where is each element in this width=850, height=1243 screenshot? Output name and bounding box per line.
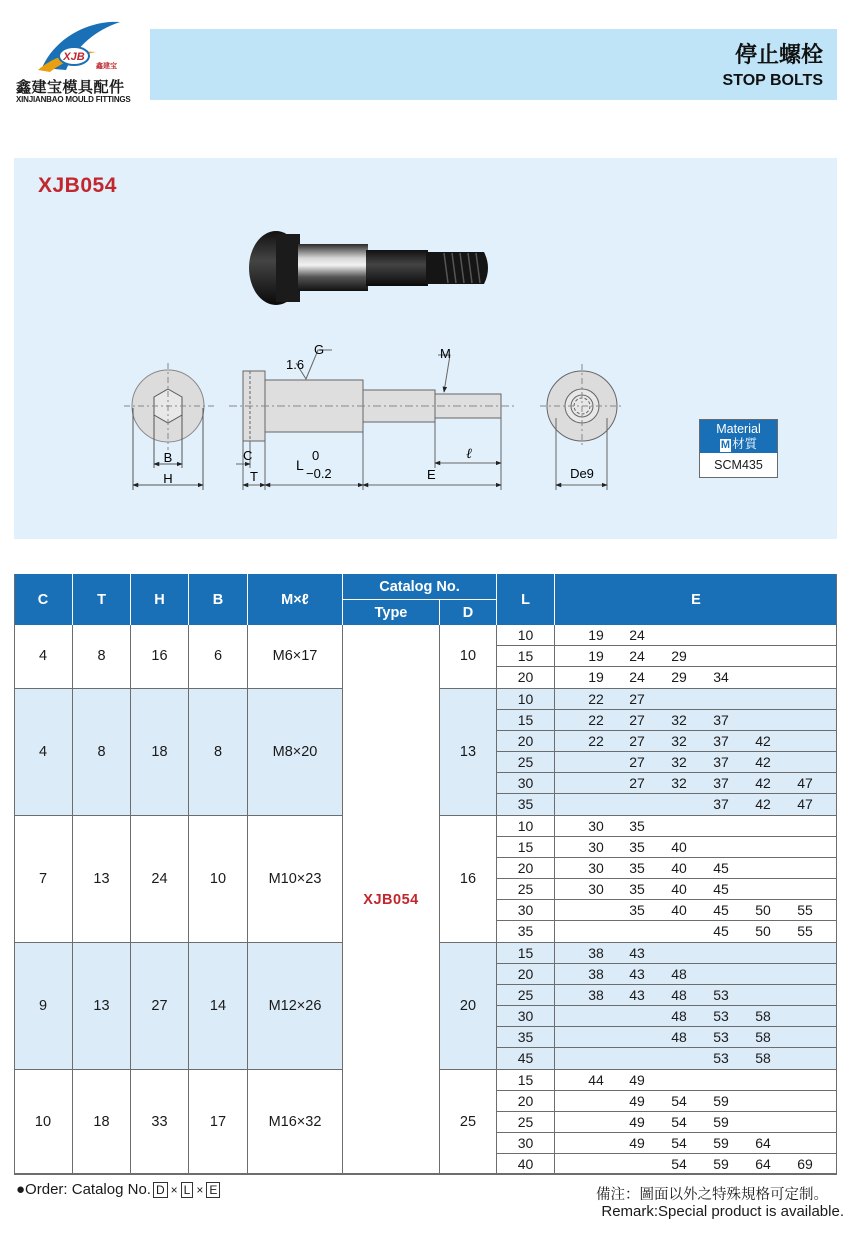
cell-h: 16 xyxy=(131,625,189,688)
cell-l: 30 xyxy=(497,1006,555,1026)
table-row xyxy=(497,667,837,688)
l-e-rows xyxy=(497,689,837,815)
dim-l-label: L xyxy=(296,457,304,473)
header-t: T xyxy=(73,574,131,625)
l-e-rows xyxy=(497,943,837,1069)
cell-e: 48 xyxy=(671,965,687,982)
cell-e: 27 xyxy=(629,690,645,707)
cell-d: 13 xyxy=(440,689,497,815)
cell-h: 24 xyxy=(131,816,189,942)
drawing-panel xyxy=(14,158,837,539)
table-row xyxy=(497,1048,837,1069)
cell-d: 20 xyxy=(440,943,497,1069)
material-label-cn: 材質 xyxy=(732,437,758,451)
cell-e: 27 xyxy=(629,775,645,792)
cell-l: 15 xyxy=(497,710,555,730)
table-row xyxy=(497,1154,837,1175)
cell-e: 38 xyxy=(588,944,604,961)
header-mxl: M×ℓ xyxy=(248,574,343,625)
dim-ell-label: ℓ xyxy=(466,446,472,462)
order-times-2: × xyxy=(196,1182,204,1197)
svg-text:XJB: XJB xyxy=(63,51,85,63)
cell-e: 47 xyxy=(797,775,813,792)
cell-e: 54 xyxy=(671,1156,687,1173)
cell-e: 35 xyxy=(629,859,645,876)
cell-b: 8 xyxy=(189,689,248,815)
cell-e: 53 xyxy=(713,1008,729,1025)
table-row xyxy=(497,625,837,646)
cell-c: 4 xyxy=(14,689,73,815)
cell-mxl: M12×26 xyxy=(248,943,343,1069)
cell-e: 37 xyxy=(713,711,729,728)
material-value: SCM435 xyxy=(714,458,763,472)
cell-e: 19 xyxy=(588,669,604,686)
header-l: L xyxy=(497,574,555,625)
material-header xyxy=(700,420,777,453)
xjb-logo-icon xyxy=(36,16,122,74)
cell-e: 58 xyxy=(755,1050,771,1067)
cell-e: 43 xyxy=(629,965,645,982)
table-row xyxy=(497,773,837,794)
title-band xyxy=(150,29,837,100)
table-row xyxy=(497,858,837,879)
brand-name-cn: 鑫建宝模具配件 xyxy=(16,79,125,96)
cell-e: 45 xyxy=(713,880,729,897)
order-label: ●Order: Catalog No. xyxy=(16,1181,151,1198)
cell-e: 24 xyxy=(629,627,645,643)
cell-e: 54 xyxy=(671,1092,687,1109)
table-row xyxy=(497,710,837,731)
cell-e: 42 xyxy=(755,753,771,770)
side-view-bolt xyxy=(229,350,514,490)
cell-e: 64 xyxy=(755,1135,771,1152)
cell-e: 54 xyxy=(671,1113,687,1130)
cell-h: 18 xyxy=(131,689,189,815)
cell-e: 19 xyxy=(588,648,604,665)
page-title-en: STOP BOLTS xyxy=(722,72,823,89)
cell-e: 38 xyxy=(588,965,604,982)
brand-logo xyxy=(14,12,144,107)
cell-e: 49 xyxy=(629,1071,645,1088)
cell-e: 35 xyxy=(629,838,645,855)
cell-l: 10 xyxy=(497,689,555,709)
cell-l: 25 xyxy=(497,1112,555,1132)
cell-e: 22 xyxy=(588,690,604,707)
dim-t-label: T xyxy=(250,469,258,484)
cell-t: 18 xyxy=(73,1070,131,1175)
cell-b: 17 xyxy=(189,1070,248,1175)
cell-c: 7 xyxy=(14,816,73,942)
table-row xyxy=(497,921,837,942)
cell-e: 29 xyxy=(671,648,687,665)
cell-e: 55 xyxy=(797,902,813,919)
cell-l: 40 xyxy=(497,1154,555,1175)
cell-e: 48 xyxy=(671,1008,687,1025)
part-number: XJB054 xyxy=(38,174,117,197)
dim-c-label: C xyxy=(243,448,253,463)
remark-cn: 備注：圖面以外之特殊規格可定制。 xyxy=(596,1187,828,1203)
cell-mxl: M6×17 xyxy=(248,625,343,688)
cell-e: 24 xyxy=(629,669,645,686)
table-row xyxy=(497,1133,837,1154)
cell-b: 14 xyxy=(189,943,248,1069)
cell-e: 53 xyxy=(713,986,729,1003)
cell-l: 15 xyxy=(497,646,555,666)
cell-h: 27 xyxy=(131,943,189,1069)
cell-l: 35 xyxy=(497,921,555,942)
cell-e: 32 xyxy=(671,732,687,749)
cell-e: 35 xyxy=(629,902,645,919)
cell-e: 37 xyxy=(713,732,729,749)
header-c: C xyxy=(14,574,73,625)
spec-table xyxy=(14,574,837,1174)
cell-e: 24 xyxy=(629,648,645,665)
cell-e: 59 xyxy=(713,1113,729,1130)
cell-e: 40 xyxy=(671,838,687,855)
cell-t: 13 xyxy=(73,943,131,1069)
cell-h: 33 xyxy=(131,1070,189,1175)
page-title-cn: 停止螺栓 xyxy=(734,42,823,67)
order-e-box: E xyxy=(206,1182,220,1198)
cell-c: 9 xyxy=(14,943,73,1069)
cell-e: 58 xyxy=(755,1029,771,1046)
header-type: Type xyxy=(343,599,440,625)
header-b: B xyxy=(189,574,248,625)
cell-e: 42 xyxy=(755,732,771,749)
cell-c: 10 xyxy=(14,1070,73,1175)
cell-e: 45 xyxy=(713,923,729,940)
dim-de9-label: De9 xyxy=(570,466,594,481)
cell-e: 50 xyxy=(755,923,771,940)
cell-e: 22 xyxy=(588,711,604,728)
cell-l: 15 xyxy=(497,943,555,963)
cell-e: 55 xyxy=(797,923,813,940)
header-e: E xyxy=(555,574,837,625)
cell-l: 45 xyxy=(497,1048,555,1069)
cell-e: 43 xyxy=(629,986,645,1003)
cell-e: 40 xyxy=(671,902,687,919)
dim-b-label: B xyxy=(163,450,173,465)
cell-mxl: M10×23 xyxy=(248,816,343,942)
cell-e: 40 xyxy=(671,880,687,897)
cell-e: 22 xyxy=(588,732,604,749)
dim-l-tol-upper: 0 xyxy=(312,448,320,463)
cell-e: 49 xyxy=(629,1113,645,1130)
dim-e-label: E xyxy=(427,467,436,482)
l-e-rows xyxy=(497,816,837,942)
cell-b: 6 xyxy=(189,625,248,688)
cell-e: 37 xyxy=(713,775,729,792)
cell-l: 20 xyxy=(497,964,555,984)
table-row xyxy=(497,1112,837,1133)
table-row xyxy=(497,1070,837,1091)
cell-l: 35 xyxy=(497,1027,555,1047)
l-e-rows xyxy=(497,625,837,688)
cell-e: 43 xyxy=(629,944,645,961)
cell-e: 47 xyxy=(797,796,813,813)
cell-e: 48 xyxy=(671,1029,687,1046)
cell-e: 30 xyxy=(588,859,604,876)
cell-e: 29 xyxy=(671,669,687,686)
header-h: H xyxy=(131,574,189,625)
roughness-label: 1.6 xyxy=(286,357,305,372)
table-row xyxy=(497,731,837,752)
cell-t: 8 xyxy=(73,689,131,815)
cell-l: 20 xyxy=(497,1091,555,1111)
cell-e: 30 xyxy=(588,838,604,855)
cell-l: 10 xyxy=(497,816,555,836)
cell-e: 59 xyxy=(713,1092,729,1109)
cell-e: 37 xyxy=(713,796,729,813)
order-format xyxy=(16,1181,222,1198)
g-label: G xyxy=(314,342,325,357)
table-row xyxy=(497,879,837,900)
header-catalog: Catalog No. xyxy=(343,574,497,599)
cell-l: 25 xyxy=(497,752,555,772)
remark-en: Remark:Special product is available. xyxy=(601,1203,844,1220)
dim-h-label: H xyxy=(163,471,173,486)
cell-e: 48 xyxy=(671,986,687,1003)
cell-l: 25 xyxy=(497,879,555,899)
cell-e: 32 xyxy=(671,711,687,728)
cell-e: 53 xyxy=(713,1029,729,1046)
cell-e: 53 xyxy=(713,1050,729,1067)
cell-e: 59 xyxy=(713,1135,729,1152)
cell-e: 34 xyxy=(713,669,729,686)
cell-e: 45 xyxy=(713,902,729,919)
cell-t: 8 xyxy=(73,625,131,688)
cell-e: 27 xyxy=(629,732,645,749)
m-label: M xyxy=(440,346,451,361)
cell-mxl: M8×20 xyxy=(248,689,343,815)
cell-e: 44 xyxy=(588,1071,604,1088)
header-d: D xyxy=(440,599,497,625)
cell-d: 25 xyxy=(440,1070,497,1175)
order-d-box: D xyxy=(153,1182,168,1198)
l-e-rows xyxy=(497,1070,837,1175)
material-label-en: Material xyxy=(716,422,761,436)
cell-e: 27 xyxy=(629,753,645,770)
table-row xyxy=(497,646,837,667)
cell-d: 10 xyxy=(440,625,497,688)
cell-l: 30 xyxy=(497,773,555,793)
cell-l: 30 xyxy=(497,1133,555,1153)
table-row xyxy=(497,816,837,837)
cell-e: 37 xyxy=(713,753,729,770)
cell-e: 19 xyxy=(588,627,604,643)
cell-e: 50 xyxy=(755,902,771,919)
cell-e: 30 xyxy=(588,817,604,834)
material-box xyxy=(699,419,778,478)
table-row xyxy=(497,837,837,858)
cell-e: 35 xyxy=(629,817,645,834)
technical-drawing xyxy=(14,158,837,539)
cell-d: 16 xyxy=(440,816,497,942)
cell-e: 59 xyxy=(713,1156,729,1173)
order-times-1: × xyxy=(170,1182,178,1197)
cell-e: 32 xyxy=(671,775,687,792)
cell-e: 35 xyxy=(629,880,645,897)
cell-e: 58 xyxy=(755,1008,771,1025)
cell-b: 10 xyxy=(189,816,248,942)
table-row xyxy=(497,964,837,985)
table-row xyxy=(497,1027,837,1048)
table-row xyxy=(497,689,837,710)
cell-e: 69 xyxy=(797,1156,813,1173)
table-row xyxy=(497,985,837,1006)
cell-l: 20 xyxy=(497,858,555,878)
cell-l: 35 xyxy=(497,794,555,815)
cell-e: 27 xyxy=(629,711,645,728)
cell-e: 64 xyxy=(755,1156,771,1173)
cell-e: 42 xyxy=(755,796,771,813)
material-mark: M xyxy=(720,439,731,451)
cell-l: 15 xyxy=(497,1070,555,1090)
cell-e: 45 xyxy=(713,859,729,876)
dim-l-tol-lower: −0.2 xyxy=(306,466,332,481)
cell-l: 20 xyxy=(497,731,555,751)
order-l-box: L xyxy=(181,1182,194,1198)
cell-l: 20 xyxy=(497,667,555,688)
table-row xyxy=(497,943,837,964)
cell-e: 38 xyxy=(588,986,604,1003)
table-row xyxy=(497,752,837,773)
brand-name-en: XINJIANBAO MOULD FITTINGS xyxy=(16,95,131,104)
cell-e: 32 xyxy=(671,753,687,770)
cell-e: 42 xyxy=(755,775,771,792)
cell-mxl: M16×32 xyxy=(248,1070,343,1175)
table-row xyxy=(497,1006,837,1027)
svg-text:鑫建宝: 鑫建宝 xyxy=(96,62,117,70)
cell-l: 10 xyxy=(497,625,555,645)
cell-e: 49 xyxy=(629,1092,645,1109)
cell-e: 40 xyxy=(671,859,687,876)
table-row xyxy=(497,1091,837,1112)
cell-c: 4 xyxy=(14,625,73,688)
type-cell: XJB054 xyxy=(343,625,440,1174)
bolt-photo xyxy=(249,231,488,305)
cell-e: 54 xyxy=(671,1135,687,1152)
cell-l: 25 xyxy=(497,985,555,1005)
cell-e: 30 xyxy=(588,880,604,897)
cell-t: 13 xyxy=(73,816,131,942)
table-row xyxy=(497,900,837,921)
table-row xyxy=(497,794,837,815)
cell-l: 30 xyxy=(497,900,555,920)
cell-e: 49 xyxy=(629,1135,645,1152)
cell-l: 15 xyxy=(497,837,555,857)
